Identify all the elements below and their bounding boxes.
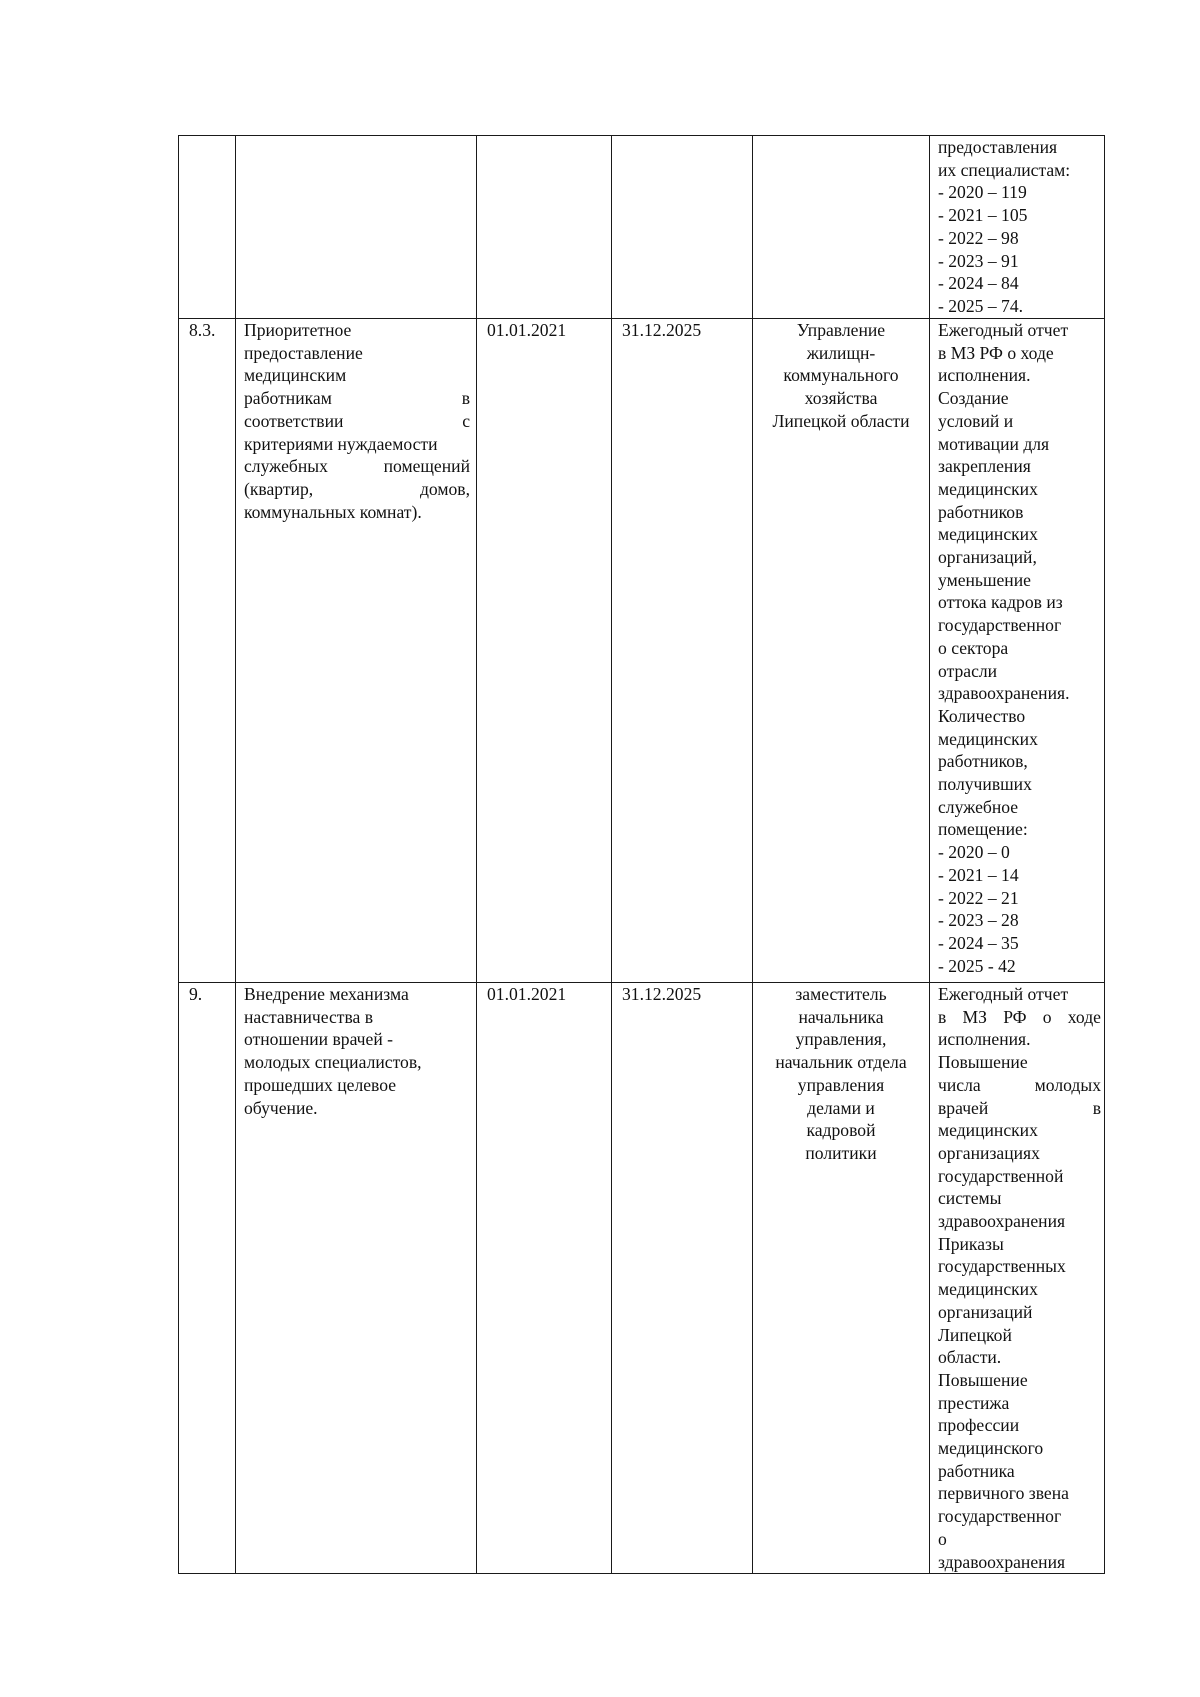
word: государственног (938, 615, 1062, 636)
cell-end-date: 31.12.2025 (612, 319, 753, 983)
word: Внедрение механизма (244, 984, 409, 1004)
text-line (244, 319, 470, 342)
word: Липецкой (938, 1324, 1012, 1345)
text-line (938, 1505, 1101, 1528)
word: медицинским (244, 365, 347, 386)
responsible-line: начальника (798, 1006, 884, 1027)
word: профессии (938, 1415, 1020, 1436)
word: работников (938, 501, 1024, 522)
word: числа (938, 1074, 981, 1095)
result-line: их специалистам: (938, 159, 1071, 180)
responsible-line: управления, (795, 1029, 887, 1050)
word: закрепления (938, 456, 1031, 477)
cell-result (930, 136, 1105, 319)
word: организациях (938, 1142, 1040, 1163)
text-line (938, 932, 1101, 955)
text-line (244, 1028, 470, 1051)
word: медицинских (938, 728, 1038, 749)
result-line: - 2023 – 91 (938, 250, 1019, 271)
text-line (244, 364, 470, 387)
text-line (938, 1369, 1101, 1392)
text-line (938, 591, 1101, 614)
result-line: - 2025 – 74. (938, 295, 1024, 316)
word: о сектора (938, 637, 1009, 658)
text-line (938, 1324, 1101, 1347)
word: работника (938, 1460, 1015, 1481)
text-line (938, 546, 1101, 569)
text-line (938, 569, 1101, 592)
text-line (938, 364, 1101, 387)
word: мотивации для (938, 433, 1050, 454)
text-line (938, 1392, 1101, 1415)
word: отношении врачей - (244, 1029, 394, 1050)
cell-start-date (477, 136, 612, 319)
word: Ежегодный отчет (938, 984, 1069, 1004)
cell-start-date: 01.01.2021 (477, 319, 612, 983)
word: условий и (938, 410, 1014, 431)
text-line (244, 1074, 470, 1097)
text-line (938, 796, 1101, 819)
cell-start-date: 01.01.2021 (477, 983, 612, 1574)
result-line: предоставления (938, 137, 1058, 157)
word: молодых специалистов, (244, 1052, 422, 1073)
table-row (179, 983, 1105, 1574)
word: здравоохранения (938, 1551, 1066, 1572)
word: организаций (938, 1301, 1033, 1322)
text-line (938, 1187, 1101, 1210)
text-line (938, 523, 1101, 546)
text-line (244, 983, 470, 1006)
responsible-line: начальник отдела (775, 1052, 907, 1073)
word: критериями нуждаемости (244, 433, 438, 454)
word: исполнения. (938, 1029, 1031, 1050)
cell-number: 9. (179, 983, 236, 1574)
word: - 2022 – 21 (938, 887, 1019, 908)
text-line (244, 433, 470, 456)
word: оттока кадров из (938, 592, 1063, 613)
word: обучение. (244, 1097, 318, 1118)
cell-responsible (753, 983, 930, 1574)
word: медицинских (938, 1279, 1038, 1300)
word: получивших (938, 774, 1032, 795)
text-line (938, 1051, 1101, 1074)
text-line (938, 1255, 1101, 1278)
text-line (938, 1119, 1101, 1142)
text-line (938, 983, 1101, 1006)
text-line (244, 455, 470, 478)
word: системы (938, 1188, 1002, 1209)
text-line (938, 342, 1101, 365)
word: соответствии (244, 410, 344, 431)
text-line (938, 955, 1101, 978)
word: о (1042, 1006, 1052, 1027)
cell-result (930, 319, 1105, 983)
cell-end-date (612, 136, 753, 319)
word: Количество (938, 705, 1026, 726)
word: организаций, (938, 547, 1037, 568)
text-line (938, 1097, 1101, 1120)
text-line (244, 342, 470, 365)
word: в МЗ РФ о ходе (938, 342, 1054, 363)
text-line (938, 1278, 1101, 1301)
text-line (938, 1142, 1101, 1165)
text-line (938, 478, 1101, 501)
cell-result (930, 983, 1105, 1574)
word: государственног (938, 1506, 1062, 1527)
text-line (938, 433, 1101, 456)
word: первичного звена (938, 1483, 1069, 1504)
word: исполнения. (938, 365, 1031, 386)
word: Ежегодный отчет (938, 320, 1069, 340)
responsible-line: политики (805, 1142, 877, 1163)
word: в (1092, 1097, 1101, 1118)
table-row (179, 319, 1105, 983)
word: наставничества в (244, 1006, 374, 1027)
result-line: - 2021 – 105 (938, 205, 1028, 226)
word: - 2021 – 14 (938, 864, 1019, 885)
text-line (938, 1028, 1101, 1051)
responsible-line: заместитель (795, 984, 887, 1004)
text-line (938, 887, 1101, 910)
text-line (938, 1165, 1101, 1188)
word: молодых (1034, 1074, 1101, 1095)
word: работников, (938, 751, 1028, 772)
responsible-line: хозяйства (804, 388, 878, 409)
cell-number: 8.3. (179, 319, 236, 983)
word: в (938, 1006, 947, 1027)
table-row (179, 136, 1105, 319)
word: служебных (244, 456, 328, 477)
text-line (938, 614, 1101, 637)
word: коммунальных комнат). (244, 501, 422, 522)
text-line (938, 455, 1101, 478)
word: - 2020 – 0 (938, 842, 1010, 863)
text-line (938, 705, 1101, 728)
text-line (938, 864, 1101, 887)
result-line: - 2022 – 98 (938, 227, 1019, 248)
responsible-line: делами и (807, 1097, 875, 1118)
word: в (461, 388, 470, 409)
text-line (244, 1051, 470, 1074)
word: престижа (938, 1392, 1010, 1413)
text-line (938, 1551, 1101, 1574)
word: прошедших целевое (244, 1074, 397, 1095)
word: отрасли (938, 660, 998, 681)
cell-responsible (753, 319, 930, 983)
word: государственной (938, 1165, 1064, 1186)
word: МЗ (962, 1006, 987, 1027)
cell-measure-name (236, 136, 477, 319)
word: здравоохранения. (938, 683, 1070, 704)
text-line (244, 1006, 470, 1029)
word: ходе (1067, 1006, 1101, 1027)
text-line (938, 1528, 1101, 1551)
word: здравоохранения (938, 1211, 1066, 1232)
cell-end-date: 31.12.2025 (612, 983, 753, 1574)
text-line (938, 660, 1101, 683)
text-line (938, 818, 1101, 841)
word: о (938, 1528, 947, 1549)
responsible-line: Управление (796, 320, 886, 340)
word: врачей (938, 1097, 989, 1118)
responsible-line: кадровой (806, 1120, 876, 1141)
text-line (244, 478, 470, 501)
text-line (938, 1437, 1101, 1460)
text-line (938, 1210, 1101, 1233)
text-line (938, 1460, 1101, 1483)
responsible-line: Липецкой области (772, 410, 910, 431)
text-line (938, 1006, 1101, 1029)
responsible-line: управления (797, 1074, 885, 1095)
measures-table (178, 135, 1105, 1574)
text-line (244, 387, 470, 410)
word: (квартир, (244, 478, 314, 499)
text-line (938, 501, 1101, 524)
text-line (938, 1074, 1101, 1097)
word: работникам (244, 388, 332, 409)
text-line (938, 773, 1101, 796)
word: Повышение (938, 1052, 1028, 1073)
word: - 2025 - 42 (938, 955, 1016, 976)
word: домов, (419, 478, 470, 499)
text-line (938, 1233, 1101, 1256)
word: помещений (383, 456, 470, 477)
text-line (938, 1482, 1101, 1505)
word: Создание (938, 388, 1009, 409)
word: Приказы (938, 1233, 1004, 1254)
cell-measure-name (236, 319, 477, 983)
text-line (938, 637, 1101, 660)
cell-measure-name (236, 983, 477, 1574)
text-line (938, 1346, 1101, 1369)
word: уменьшение (938, 569, 1031, 590)
text-line (938, 387, 1101, 410)
word: - 2024 – 35 (938, 932, 1019, 953)
word: Повышение (938, 1369, 1028, 1390)
responsible-line: коммунального (783, 365, 899, 386)
result-line: - 2024 – 84 (938, 273, 1019, 294)
word: с (462, 410, 470, 431)
word: медицинского (938, 1438, 1044, 1459)
text-line (938, 841, 1101, 864)
text-line (244, 1097, 470, 1120)
word: предоставление (244, 342, 363, 363)
word: медицинских (938, 1120, 1038, 1141)
text-line (938, 750, 1101, 773)
word: РФ (1003, 1006, 1027, 1027)
word: - 2023 – 28 (938, 910, 1019, 931)
text-line (938, 728, 1101, 751)
word: государственных (938, 1256, 1066, 1277)
cell-number (179, 136, 236, 319)
text-line (938, 682, 1101, 705)
responsible-line: жилищн- (806, 342, 876, 363)
text-line (938, 909, 1101, 932)
text-line (938, 1414, 1101, 1437)
text-line (938, 1301, 1101, 1324)
word: медицинских (938, 524, 1038, 545)
word: помещение: (938, 819, 1028, 840)
text-line (244, 410, 470, 433)
text-line (244, 501, 470, 524)
word: медицинских (938, 478, 1038, 499)
word: служебное (938, 796, 1019, 817)
text-line (938, 410, 1101, 433)
word: области. (938, 1347, 1002, 1368)
result-line: - 2020 – 119 (938, 182, 1027, 203)
word: Приоритетное (244, 320, 352, 340)
cell-responsible (753, 136, 930, 319)
text-line (938, 319, 1101, 342)
